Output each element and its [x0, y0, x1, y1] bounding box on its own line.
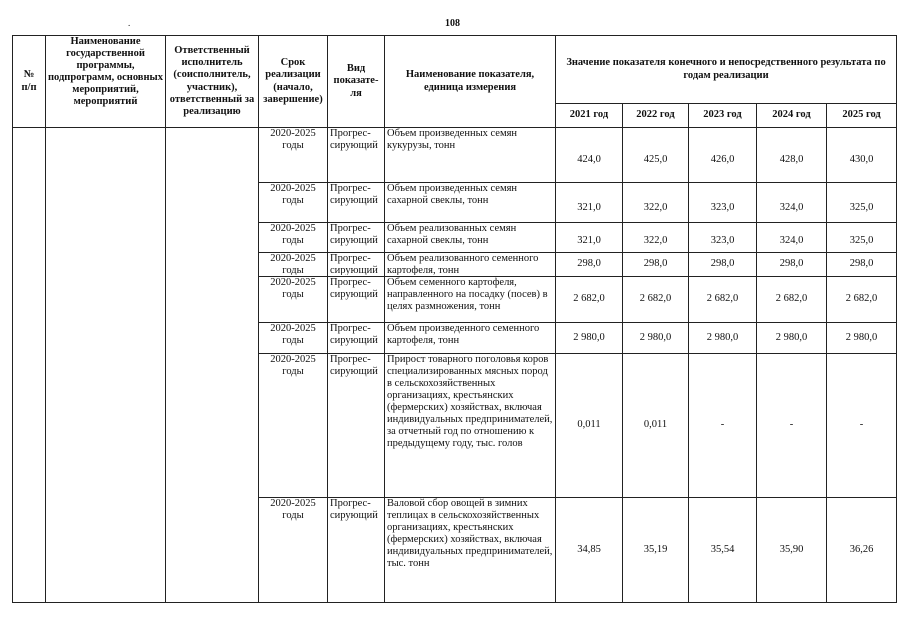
header-year: 2022 год	[623, 104, 689, 128]
cell-name	[46, 128, 166, 603]
cell-executor	[166, 128, 259, 603]
cell-term: 2020-2025 годы	[259, 323, 328, 354]
cell-indicator: Валовой сбор овощей в зимних теплицах в сельскохозяйственных организациях, крестьянских (фермерских) хозяйствах, включая индивидуальных предпринимателей, тыс. тонн	[385, 498, 556, 603]
cell-kind	[328, 253, 385, 277]
cell-value: 322,0	[623, 183, 689, 223]
cell-value: 35,54	[689, 498, 757, 603]
cell-value: 2 682,0	[757, 277, 827, 323]
cell-kind: Прогрес-сирующий	[328, 183, 385, 223]
cell-term: 2020-2025 годы	[259, 498, 328, 603]
cell-value: 36,26	[827, 498, 897, 603]
cell-indicator: Объем семенного картофеля, направленного на посадку (посев) в целях размножения, тонн	[385, 277, 556, 323]
cell-term: 2020-2025 годы	[259, 128, 328, 183]
cell-indicator: Объем произведенных семян кукурузы, тонн	[385, 128, 556, 183]
cell-value: 325,0	[827, 223, 897, 253]
cell-value: 298,0	[827, 253, 897, 277]
cell-value: 2 682,0	[689, 277, 757, 323]
cell-value: 425,0	[623, 128, 689, 183]
cell-value: 323,0	[689, 183, 757, 223]
cell-indicator: Прирост товарного поголовья коров специализированных мясных пород в сельскохозяйственных организациях, крестьянских (фермерских) хозяйствах, включая индивидуальных предпринимателей, за отчетный год по отношению к предыдущему году, тыс. голов	[385, 354, 556, 498]
cell-value: 430,0	[827, 128, 897, 183]
cell-value: 2 980,0	[827, 323, 897, 354]
cell-kind: Прогрес-сирующий	[328, 223, 385, 253]
cell-value: 2 682,0	[556, 277, 623, 323]
cell-value: 2 682,0	[623, 277, 689, 323]
cell-value: 325,0	[827, 183, 897, 223]
cell-kind-text: Прогрес-сирующий	[330, 253, 378, 275]
cell-value: 298,0	[689, 253, 757, 277]
cell-kind: Прогрес-сирующий	[328, 128, 385, 183]
cell-term: 2020-2025 годы	[259, 354, 328, 498]
cell-value: -	[757, 354, 827, 498]
cell-term: 2020-2025 годы	[259, 183, 328, 223]
cell-value: 2 682,0	[827, 277, 897, 323]
header-year: 2025 год	[827, 104, 897, 128]
cell-value: 0,011	[556, 354, 623, 498]
cell-value: 426,0	[689, 128, 757, 183]
cell-value: 324,0	[757, 183, 827, 223]
cell-value: 428,0	[757, 128, 827, 183]
cell-value: 298,0	[623, 253, 689, 277]
page-number: 108	[445, 18, 460, 29]
header-indicator: Наименование показателя, единица измерения	[385, 36, 556, 128]
cell-value: 298,0	[556, 253, 623, 277]
table-row	[13, 128, 897, 183]
cell-value: 323,0	[689, 223, 757, 253]
cell-kind: Прогрес-сирующий	[328, 354, 385, 498]
header-year: 2021 год	[556, 104, 623, 128]
cell-value: 0,011	[623, 354, 689, 498]
cell-value: 321,0	[556, 183, 623, 223]
cell-value: 2 980,0	[623, 323, 689, 354]
cell-value: -	[689, 354, 757, 498]
cell-term-text: 2020-2025 годы	[270, 253, 316, 275]
header-values-group: Значение показателя конечного и непосредственного результата по годам реализации	[556, 36, 897, 104]
cell-indicator: Объем произведенного семенного картофеля, тонн	[385, 323, 556, 354]
cell-kind: Прогрес-сирующий	[328, 277, 385, 323]
header-year: 2023 год	[689, 104, 757, 128]
cell-indicator: Объем реализованных семян сахарной свеклы, тонн	[385, 223, 556, 253]
cell-value: -	[827, 354, 897, 498]
cell-value: 35,90	[757, 498, 827, 603]
header-executor: Ответственный исполнитель (соисполнитель, участник), ответственный за реализацию	[166, 36, 259, 128]
cell-num	[13, 128, 46, 603]
cell-value: 321,0	[556, 223, 623, 253]
cell-indicator	[385, 253, 556, 277]
header-year: 2024 год	[757, 104, 827, 128]
cell-kind: Прогрес-сирующий	[328, 323, 385, 354]
cell-term: 2020-2025 годы	[259, 223, 328, 253]
header-term: Срок реализации (начало, завершение)	[259, 36, 328, 128]
cell-value: 35,19	[623, 498, 689, 603]
cell-indicator: Объем произведенных семян сахарной свеклы, тонн	[385, 183, 556, 223]
indicator-table	[12, 35, 897, 603]
cell-value: 322,0	[623, 223, 689, 253]
cell-term	[259, 253, 328, 277]
cell-value: 2 980,0	[689, 323, 757, 354]
page-mark: .	[128, 18, 131, 28]
header-name: Наименование государственной программы, подпрограмм, основных мероприятий, мероприятий	[46, 36, 166, 128]
cell-value: 424,0	[556, 128, 623, 183]
cell-value: 2 980,0	[757, 323, 827, 354]
header-num: № п/п	[13, 36, 46, 128]
cell-value: 298,0	[757, 253, 827, 277]
cell-value: 324,0	[757, 223, 827, 253]
cell-kind: Прогрес-сирующий	[328, 498, 385, 603]
cell-value: 34,85	[556, 498, 623, 603]
cell-term: 2020-2025 годы	[259, 277, 328, 323]
header-kind: Вид показате-ля	[328, 36, 385, 128]
cell-value: 2 980,0	[556, 323, 623, 354]
cell-indicator-text: Объем реализованного семенного картофеля, тонн	[387, 253, 539, 275]
